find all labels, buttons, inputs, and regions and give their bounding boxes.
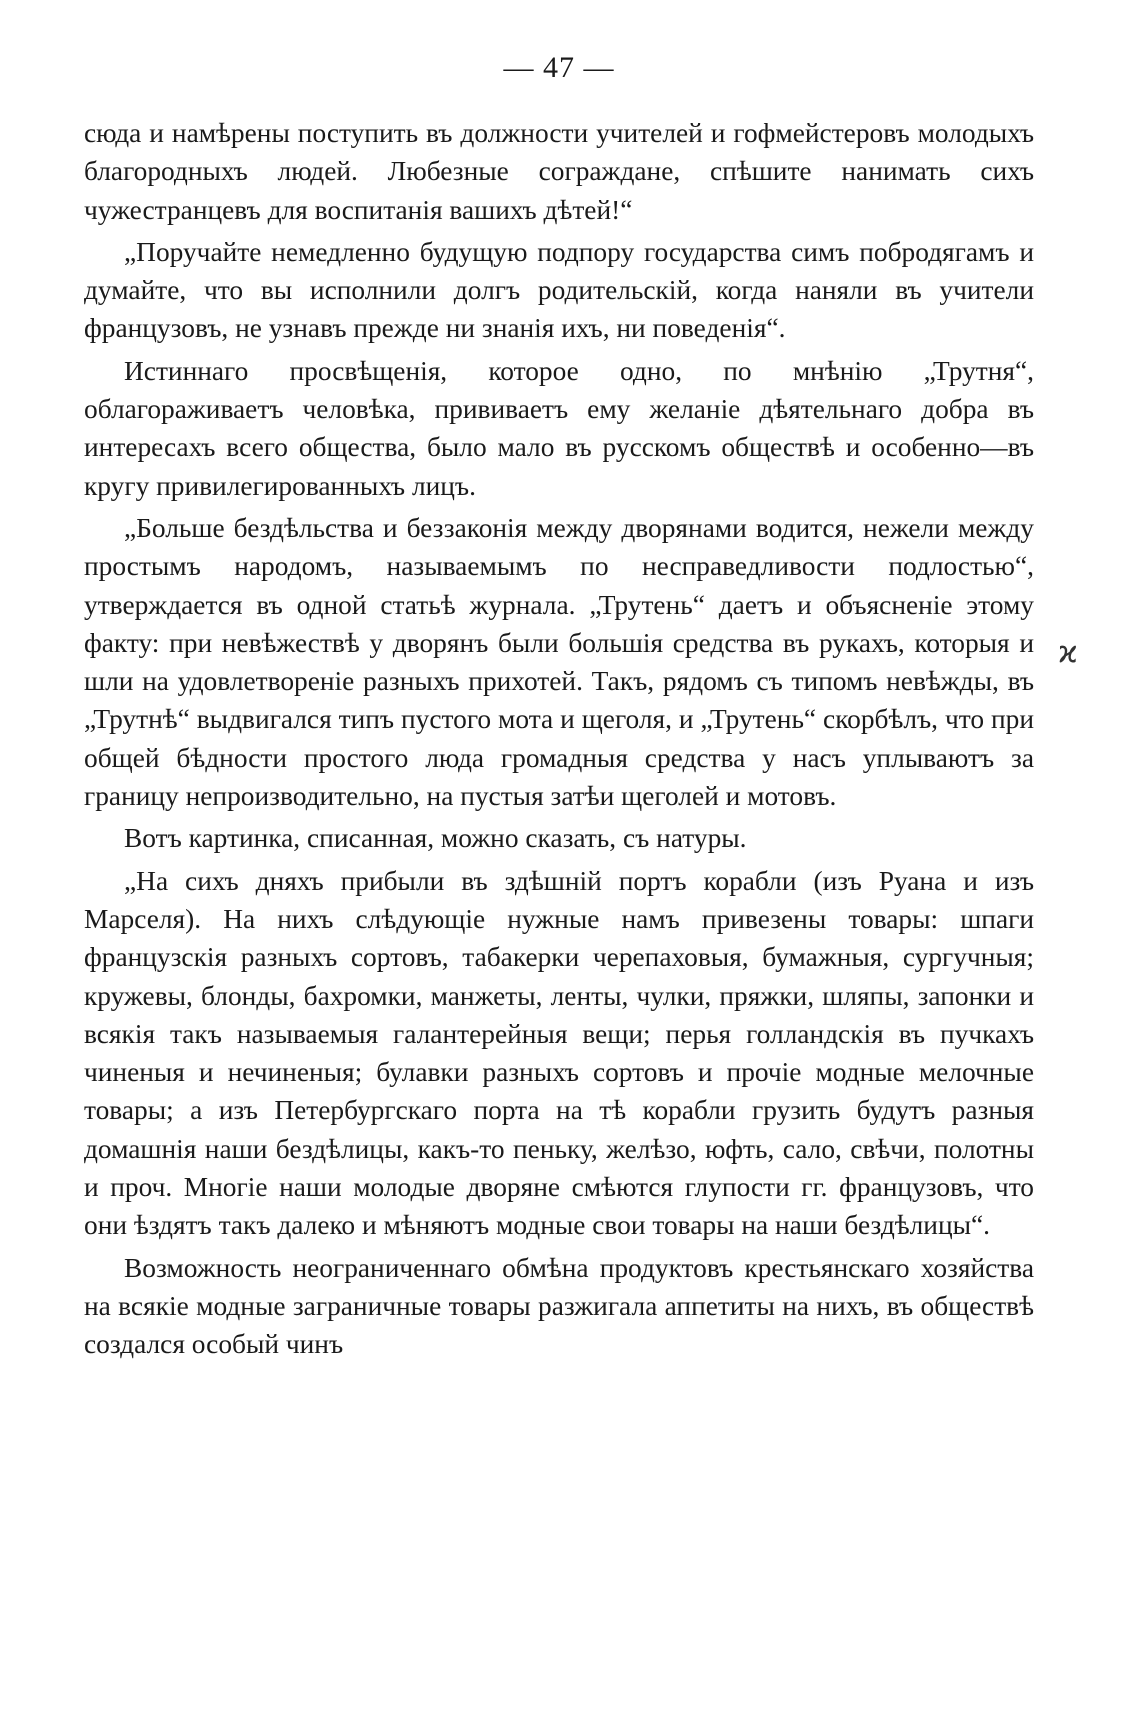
margin-annotation-mark: ϰ [1058,635,1078,670]
page-text [84,114,1034,1364]
page-number: — 47 — [503,51,615,84]
book-page [84,48,1034,1368]
paragraph-2: „Поручайте немедленно будущую подпору государства симъ побродягамъ и думайте, что вы исполнили долгъ родительскій, когда наняли въ учители французовъ, не узнавъ прежде ни знанія ихъ, ни поведенія“. [84,236,1034,344]
paragraph-1: сюда и намѣрены поступить въ должности учителей и гофмейстеровъ молодыхъ благородныхъ людей. Любезные сограждане, спѣшите нанимать сихъ чужестранцевъ для воспитанія вашихъ дѣтей!“ [84,118,1034,225]
paragraph-6: „На сихъ дняхъ прибыли въ здѣшній портъ корабли (изъ Руана и изъ Марселя). На нихъ слѣдующіе нужные намъ привезены товары: шпаги французскія разныхъ сортовъ, табакерки черепаховыя, бумажныя, сургучныя; кружевы, блонды, бахромки, манжеты, ленты, чулки, пряжки, шляпы, запонки и всякія такъ называемыя галантерейныя вещи; перья голландскія въ пучкахъ чиненыя и нечиненыя; булавки разныхъ сортовъ и прочіе модные мелочные товары; а изъ Петербургскаго порта на тѣ корабли грузить будутъ разныя домашнія наши бездѣлицы, какъ-то пеньку, желѣзо, юфть, сало, свѣчи, полотны и проч. Многіе наши молодые дворяне смѣются глупости гг. французовъ, что они ѣздятъ такъ далеко и мѣняютъ модные свои товары на наши бездѣлицы“. [84,865,1034,1241]
paragraph-3: Истиннаго просвѣщенія, которое одно, по мнѣнію „Трутня“, облагораживаетъ человѣка, прививаетъ ему желаніе дѣятельнаго добра въ интересахъ всего общества, было мало въ русскомъ обществѣ и особенно—въ кругу привилегированныхъ лицъ. [84,355,1034,501]
paragraph-4: „Больше бездѣльства и беззаконія между дворянами водится, нежели между простымъ народомъ, называемымъ по несправедливости подлостью“, утверждается въ одной статьѣ журнала. „Трутень“ даетъ и объясненіе этому факту: при невѣжествѣ у дворянъ были большія средства въ рукахъ, которыя и шли на удовлетвореніе разныхъ прихотей. Такъ, рядомъ съ типомъ невѣжды, въ „Трутнѣ“ выдвигался типъ пустого мота и щеголя, и „Трутень“ скорбѣлъ, что при общей бѣдности простого люда громадныя средства у насъ уплываютъ за границу непроизводительно, на пустыя затѣи щеголей и мотовъ. [84,512,1034,812]
paragraph-5: Вотъ картинка, списанная, можно сказать, съ натуры. [124,823,747,854]
paragraph-7: Возможность неограниченнаго обмѣна продуктовъ крестьянскаго хозяйства на всякіе модные заграничные товары разжигала аппетиты на нихъ, въ обществѣ создался особый чинъ [84,1252,1034,1360]
